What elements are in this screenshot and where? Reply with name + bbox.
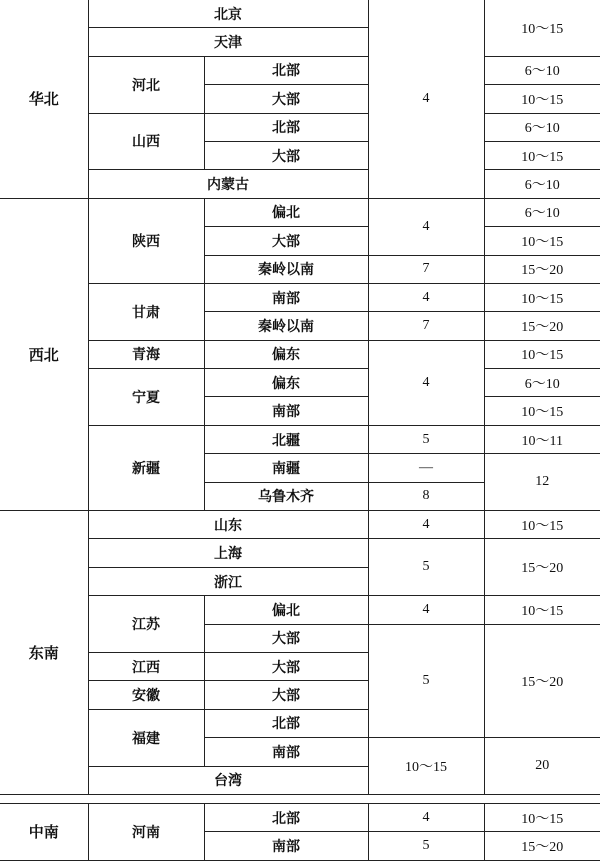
- value-cell: 5: [368, 539, 484, 596]
- value-cell: 7: [368, 312, 484, 340]
- subarea-cell: 北部: [204, 803, 368, 831]
- value-cell: 8: [368, 482, 484, 510]
- subarea-cell: 大部: [204, 624, 368, 652]
- range-cell: 10～15: [484, 803, 600, 831]
- value-cell: 7: [368, 255, 484, 283]
- value-cell: 4: [368, 0, 484, 198]
- value-cell: 5: [368, 832, 484, 860]
- subarea-cell: 北部: [204, 113, 368, 141]
- range-cell: 15～20: [484, 312, 600, 340]
- range-cell: 15～20: [484, 832, 600, 860]
- province-cell: 河南: [88, 803, 204, 860]
- table-row: [0, 113, 600, 141]
- subarea-cell: 南部: [204, 738, 368, 766]
- subarea-cell: 偏东: [204, 369, 368, 397]
- subarea-cell: 大部: [204, 85, 368, 113]
- value-cell: 4: [368, 283, 484, 311]
- province-cell: 宁夏: [88, 369, 204, 426]
- value-cell: 4: [368, 340, 484, 425]
- province-cell: 新疆: [88, 425, 204, 510]
- range-cell: 15～20: [484, 624, 600, 738]
- value-cell: 4: [368, 511, 484, 539]
- province-cell: 山西: [88, 113, 204, 170]
- subarea-cell: 大部: [204, 681, 368, 709]
- range-cell: 10～15: [484, 227, 600, 255]
- value-cell: 10～15: [368, 738, 484, 795]
- range-cell: 6～10: [484, 56, 600, 84]
- table-row: [0, 198, 600, 226]
- region-cell: 中南: [0, 803, 88, 860]
- subarea-cell: 偏北: [204, 596, 368, 624]
- subarea-cell: 秦岭以南: [204, 255, 368, 283]
- value-cell: 4: [368, 803, 484, 831]
- value-cell: 4: [368, 596, 484, 624]
- range-cell: 10～15: [484, 340, 600, 368]
- province-cell: 台湾: [88, 766, 368, 794]
- province-cell: 江苏: [88, 596, 204, 653]
- table-row: [0, 425, 600, 453]
- table-row: [0, 0, 600, 28]
- gap-cell: [0, 794, 600, 803]
- region-cell: 西北: [0, 198, 88, 510]
- range-cell: 10～15: [484, 511, 600, 539]
- table-row: [0, 283, 600, 311]
- subarea-cell: 大部: [204, 652, 368, 680]
- province-cell: 北京: [88, 0, 368, 28]
- province-cell: 甘肃: [88, 283, 204, 340]
- table-row: [0, 596, 600, 624]
- table-row: [0, 539, 600, 567]
- subarea-cell: 北部: [204, 56, 368, 84]
- province-cell: 安徽: [88, 681, 204, 709]
- subarea-cell: 北部: [204, 709, 368, 737]
- province-cell: 青海: [88, 340, 204, 368]
- province-cell: 福建: [88, 709, 204, 766]
- subarea-cell: 大部: [204, 227, 368, 255]
- range-cell: 20: [484, 738, 600, 795]
- province-cell: 浙江: [88, 567, 368, 595]
- province-cell: 内蒙古: [88, 170, 368, 198]
- range-cell: 10～15: [484, 0, 600, 56]
- range-cell: 6～10: [484, 369, 600, 397]
- province-cell: 江西: [88, 652, 204, 680]
- subarea-cell: 偏东: [204, 340, 368, 368]
- table-row: [0, 56, 600, 84]
- table-row: [0, 170, 600, 198]
- subarea-cell: 南部: [204, 832, 368, 860]
- range-cell: 10～15: [484, 283, 600, 311]
- subarea-cell: 偏北: [204, 198, 368, 226]
- region-cell: 东南: [0, 511, 88, 795]
- province-cell: 天津: [88, 28, 368, 56]
- range-cell: 15～20: [484, 255, 600, 283]
- value-cell: —: [368, 454, 484, 482]
- province-cell: 山东: [88, 511, 368, 539]
- table-gap: [0, 794, 600, 803]
- range-cell: 10～15: [484, 85, 600, 113]
- subarea-cell: 南部: [204, 283, 368, 311]
- value-cell: 4: [368, 198, 484, 255]
- range-cell: 6～10: [484, 113, 600, 141]
- table-row: [0, 511, 600, 539]
- subarea-cell: 乌鲁木齐: [204, 482, 368, 510]
- range-cell: 15～20: [484, 539, 600, 596]
- province-cell: 河北: [88, 56, 204, 113]
- province-cell: 上海: [88, 539, 368, 567]
- table-row: [0, 369, 600, 397]
- subarea-cell: 北疆: [204, 425, 368, 453]
- range-cell: 6～10: [484, 198, 600, 226]
- province-cell: 陕西: [88, 198, 204, 283]
- subarea-cell: 大部: [204, 141, 368, 169]
- range-cell: 6～10: [484, 170, 600, 198]
- range-cell: 12: [484, 454, 600, 511]
- range-cell: 10～11: [484, 425, 600, 453]
- range-cell: 10～15: [484, 141, 600, 169]
- subarea-cell: 南部: [204, 397, 368, 425]
- value-cell: 5: [368, 624, 484, 738]
- table-row: [0, 803, 600, 831]
- range-cell: 10～15: [484, 596, 600, 624]
- value-cell: 5: [368, 425, 484, 453]
- subarea-cell: 南疆: [204, 454, 368, 482]
- range-cell: 10～15: [484, 397, 600, 425]
- region-cell: 华北: [0, 0, 88, 198]
- table-row: [0, 340, 600, 368]
- subarea-cell: 秦岭以南: [204, 312, 368, 340]
